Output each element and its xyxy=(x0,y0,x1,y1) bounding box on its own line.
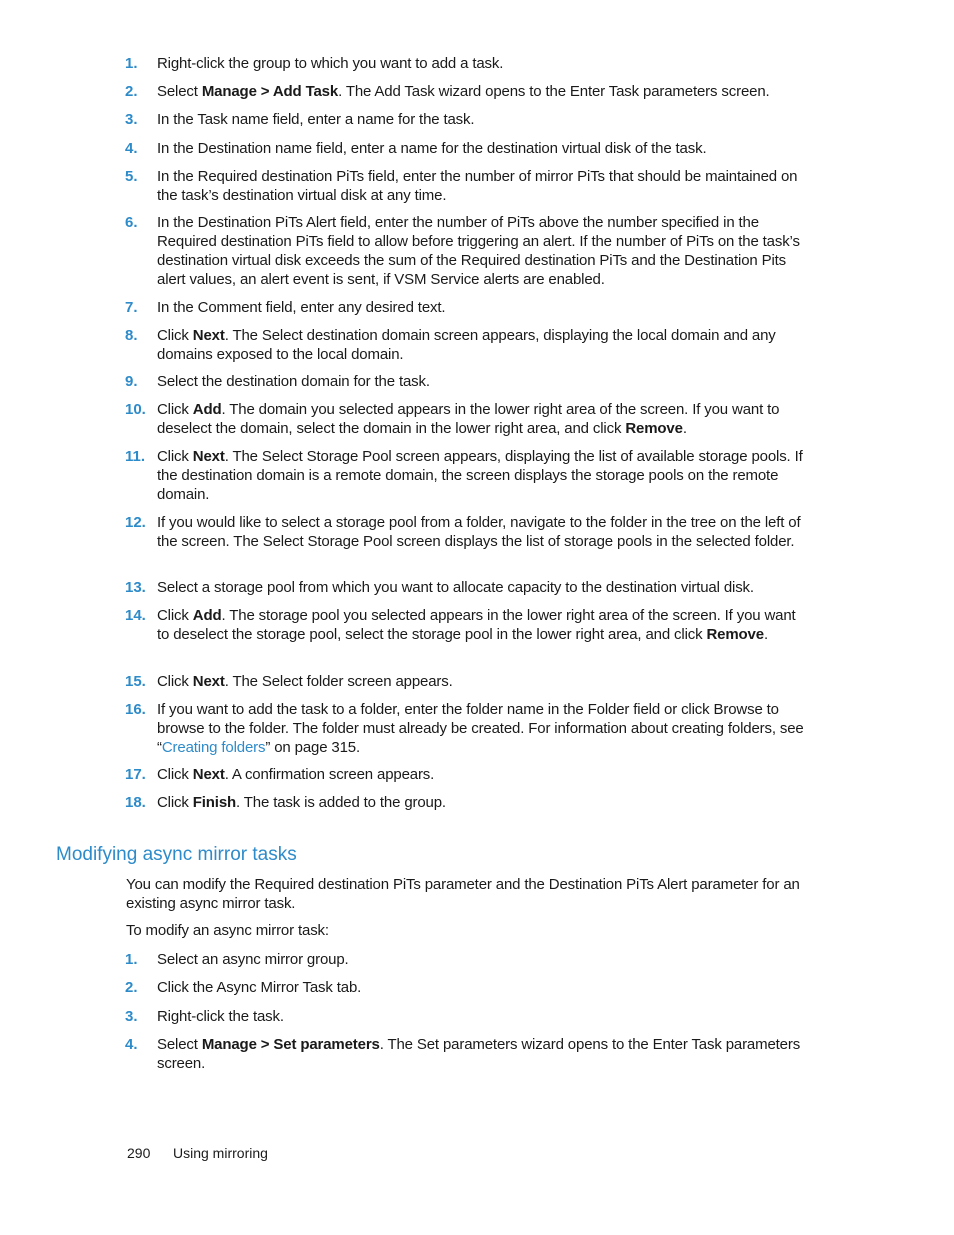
step-number: 3. xyxy=(125,111,138,128)
step-text-run: Select the destination domain for the task. xyxy=(157,373,430,390)
step-text xyxy=(157,326,807,364)
step-text-run: In the Required destination PiTs field, enter the number of mirror PiTs that should be maintained on the task’s destination virtual disk at any time. xyxy=(157,168,798,204)
step-text-run: Select xyxy=(157,1036,202,1053)
step-emphasis: Next xyxy=(192,327,225,344)
step-text xyxy=(157,978,807,997)
step-text-run: Right-click the task. xyxy=(157,1008,284,1025)
step-text-run: . xyxy=(682,420,687,437)
step-number: 8. xyxy=(125,327,138,344)
step-text-run: . The domain you selected appears in the lower right area of the screen. If you want to deselect the domain, select the domain in the lower right area, and click xyxy=(157,401,780,437)
step-text xyxy=(157,606,807,644)
step-text-run: In the Destination name field, enter a name for the destination virtual disk of the task. xyxy=(157,140,707,157)
step-emphasis: Manage > Add Task xyxy=(201,83,339,100)
section-intro: You can modify the Required destination PiTs parameter and the Destination PiTs Alert parameter for an existing async mirror task. xyxy=(126,876,800,912)
step-number: 3. xyxy=(125,1008,138,1025)
step-number: 5. xyxy=(125,168,138,185)
step-text-run: Select an async mirror group. xyxy=(157,951,349,968)
step-number: 2. xyxy=(125,83,138,100)
step-text-run: If you would like to select a storage pool from a folder, navigate to the folder in the tree on the left of the screen. The Select Storage Pool screen displays the list of storage pools in the selected folder. xyxy=(157,514,801,550)
step-number: 18. xyxy=(125,794,146,811)
step-text-run: Right-click the group to which you want to add a task. xyxy=(157,55,504,72)
step-text-run: . The Select destination domain screen appears, displaying the local domain and any domains exposed to the local domain. xyxy=(157,327,776,363)
step-text xyxy=(157,82,807,101)
step-text-run: In the Comment field, enter any desired text. xyxy=(157,299,446,316)
step-number: 1. xyxy=(125,951,138,968)
step-number: 13. xyxy=(125,579,146,596)
step-number: 4. xyxy=(125,1036,138,1053)
step-text-run: Click xyxy=(157,448,193,465)
step-number: 1. xyxy=(125,55,138,72)
step-number: 4. xyxy=(125,140,138,157)
step-text-run: Click xyxy=(157,401,193,418)
step-text-run: Click xyxy=(157,673,193,690)
step-text xyxy=(157,139,807,158)
page-number: 290 xyxy=(127,1145,151,1161)
step-text xyxy=(157,167,807,205)
step-text-run: Click the Async Mirror Task tab. xyxy=(157,979,362,996)
step-text-run: Select a storage pool from which you want to allocate capacity to the destination virtual disk. xyxy=(157,579,754,596)
step-text xyxy=(157,213,807,289)
step-emphasis: Remove xyxy=(625,420,683,437)
step-text-run: In the Destination PiTs Alert field, enter the number of PiTs above the number specified in the Required destination PiTs field to allow before triggering an alert. If the number of PiTs on the task’s destination virtual disk exceeds the sum of the Required destination PiTs and the Destination Pits alert values, an alert event is sent, if VSM Service alerts are enabled. xyxy=(157,214,800,288)
cross-reference-link[interactable]: Creating folders xyxy=(161,739,266,756)
step-text-run: . The task is added to the group. xyxy=(236,794,446,811)
step-text-run: . The Add Task wizard opens to the Enter Task parameters screen. xyxy=(338,83,770,100)
step-number: 16. xyxy=(125,701,146,718)
step-number: 2. xyxy=(125,979,138,996)
step-number: 11. xyxy=(125,448,146,465)
step-number: 15. xyxy=(125,673,146,690)
step-emphasis: Next xyxy=(192,673,225,690)
step-number: 6. xyxy=(125,214,138,231)
step-emphasis: Next xyxy=(192,766,225,783)
section-heading: Modifying async mirror tasks xyxy=(56,844,297,865)
step-text xyxy=(157,400,807,438)
step-text xyxy=(157,765,807,784)
step-number: 17. xyxy=(125,766,146,783)
step-emphasis: Add xyxy=(192,607,222,624)
chapter-title: Using mirroring xyxy=(173,1145,268,1161)
step-emphasis: Add xyxy=(192,401,222,418)
step-number: 9. xyxy=(125,373,138,390)
step-text xyxy=(157,54,807,73)
step-text-run: Click xyxy=(157,766,193,783)
step-text xyxy=(157,700,807,757)
step-text-run: If you want to add the task to a folder, enter the folder name in the Folder field or click Browse to browse to the folder. The folder must already be created. For information about creating folders, see “ xyxy=(157,701,804,756)
step-text xyxy=(157,793,807,812)
step-emphasis: Remove xyxy=(706,626,764,643)
step-text-run: Click xyxy=(157,327,193,344)
step-text-run: . The storage pool you selected appears in the lower right area of the screen. If you want to deselect the storage pool, select the storage pool in the lower right area, and click xyxy=(157,607,796,643)
step-text-run: Click xyxy=(157,607,193,624)
step-text xyxy=(157,447,807,504)
step-text-run: . A confirmation screen appears. xyxy=(224,766,435,783)
step-text xyxy=(157,372,807,391)
step-text xyxy=(157,672,807,691)
step-text-run: Select xyxy=(157,83,202,100)
step-text-run: . xyxy=(763,626,768,643)
step-number: 12. xyxy=(125,514,146,531)
step-emphasis: Finish xyxy=(192,794,237,811)
step-text xyxy=(157,1007,807,1026)
step-text xyxy=(157,950,807,969)
step-text-run: . The Set parameters wizard opens to the Enter Task parameters screen. xyxy=(157,1036,801,1072)
step-text-run: In the Task name field, enter a name for the task. xyxy=(157,111,475,128)
step-text-run: . The Select Storage Pool screen appears, displaying the list of available storage pools. If the destination domain is a remote domain, the screen displays the storage pools on the remote domain. xyxy=(157,448,803,503)
step-text xyxy=(157,578,807,597)
step-text-run: Click xyxy=(157,794,193,811)
step-text xyxy=(157,1035,807,1073)
step-emphasis: Manage > Set parameters xyxy=(201,1036,380,1053)
step-number: 7. xyxy=(125,299,138,316)
step-text xyxy=(157,110,807,129)
step-emphasis: Next xyxy=(192,448,225,465)
step-text-run: . The Select folder screen appears. xyxy=(224,673,453,690)
section-lead: To modify an async mirror task: xyxy=(126,922,329,939)
step-text xyxy=(157,298,807,317)
step-text-run: ” on page 315. xyxy=(265,739,361,756)
step-text xyxy=(157,513,807,551)
step-number: 14. xyxy=(125,607,146,624)
step-number: 10. xyxy=(125,401,146,418)
